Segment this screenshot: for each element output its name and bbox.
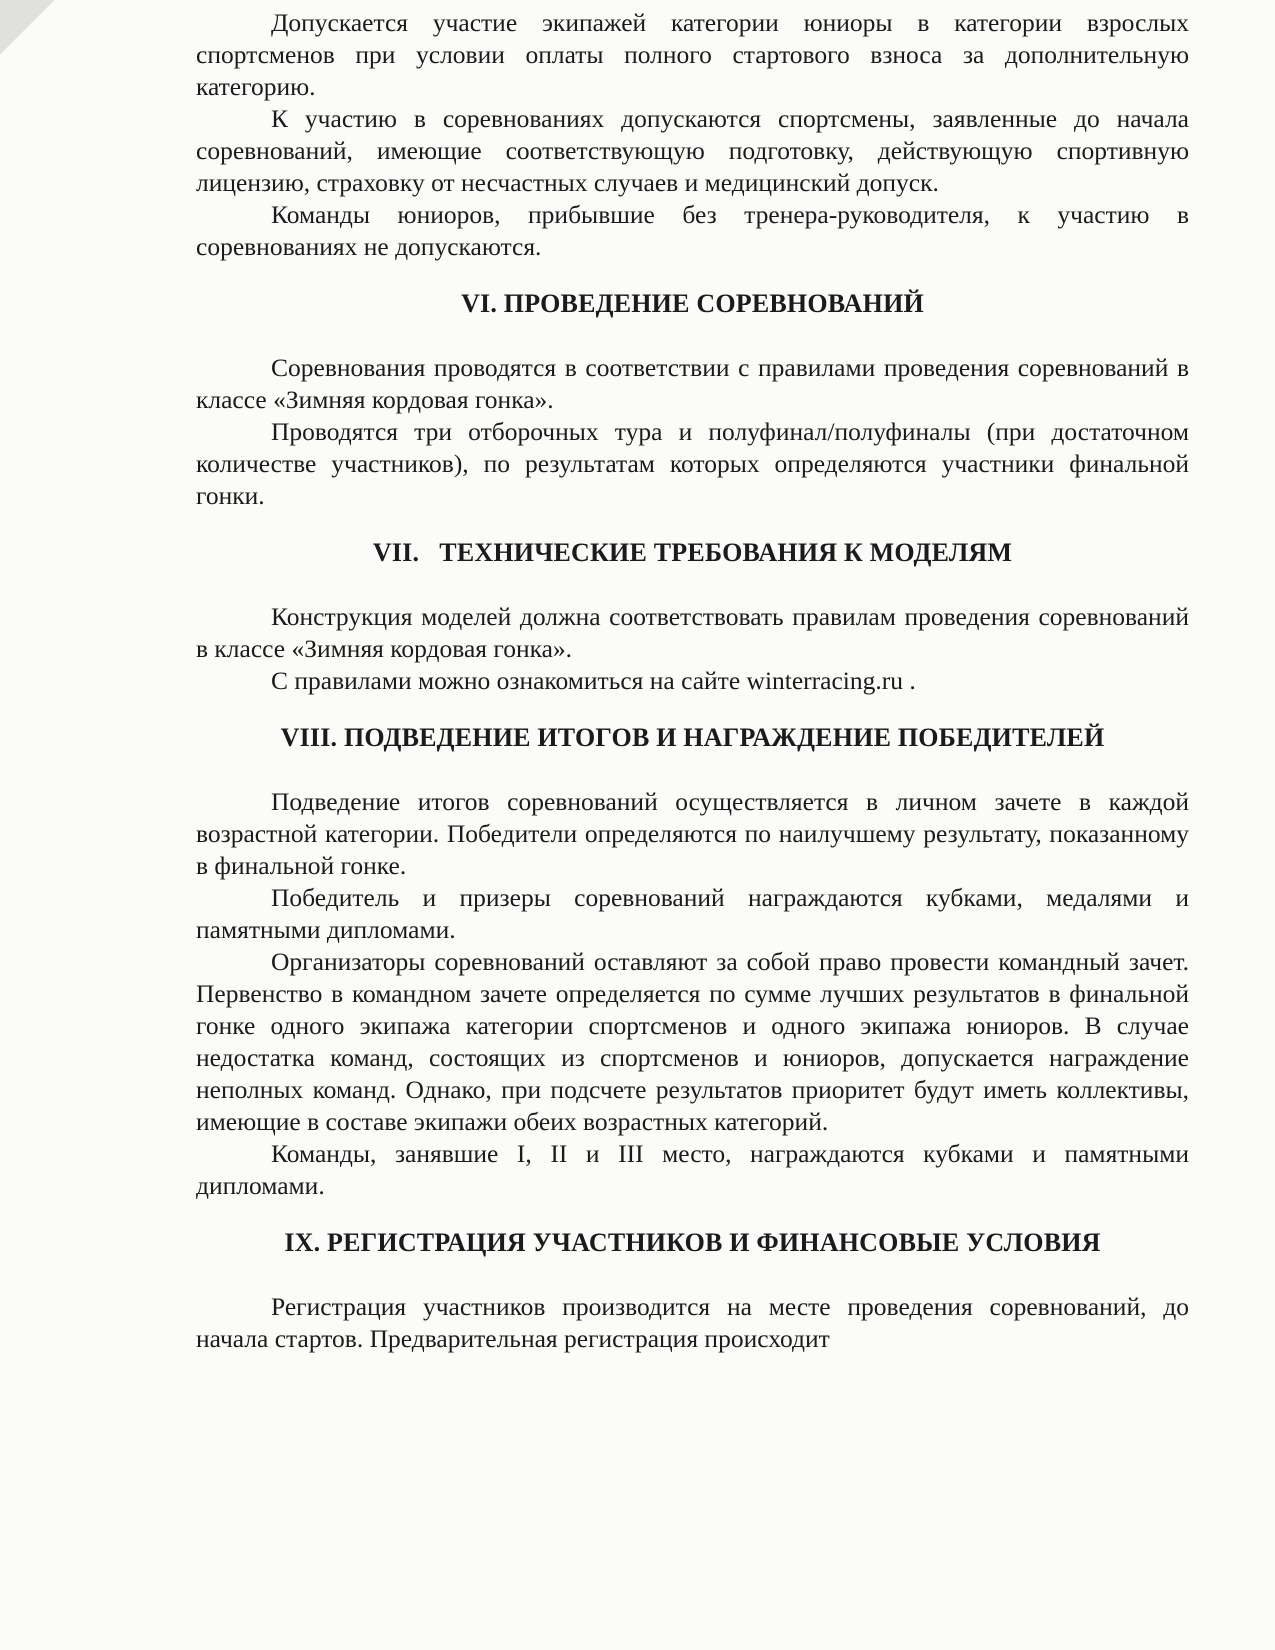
section-heading-vi: VI. ПРОВЕДЕНИЕ СОРЕВНОВАНИЙ [461, 289, 924, 318]
paragraph-website: С правилами можно ознакомиться на сайте winterracing.ru . [271, 666, 916, 695]
paragraph-qualifying-rounds: Проводятся три отборочных тура и полуфинал/полуфиналы (при достаточном количестве участников), по результатам которых определяются участники финальной гонки. [196, 417, 1189, 510]
paragraph-prizes: Победитель и призеры соревнований награждаются кубками, медалями и памятными дипломами. [196, 883, 1189, 944]
paragraph-team-scoring: Организаторы соревнований оставляют за собой право провести командный зачет. Первенство в командном зачете определяется по сумме лучших результатов в финальной гонке одного экипажа категории спортсменов и одного экипажа юниоров. В случае недостатка команд, состоящих из спортсменов и юниоров, допускается награждение неполных команд. Однако, при подсчете результатов приоритет будут иметь коллективы, имеющие в составе экипажи обеих возрастных категорий. [196, 947, 1189, 1136]
folded-corner [0, 0, 60, 60]
section-heading-ix: IX. РЕГИСТРАЦИЯ УЧАСТНИКОВ И ФИНАНСОВЫЕ УСЛОВИЯ [284, 1228, 1101, 1257]
paragraph-juniors-category: Допускается участие экипажей категории юниоры в категории взрослых спортсменов при условии оплаты полного стартового взноса за дополнительную категорию. [196, 8, 1189, 101]
paragraph-junior-teams: Команды юниоров, прибывшие без тренера-руководителя, к участию в соревнованиях не допускаются. [196, 200, 1189, 261]
paragraph-rules: Соревнования проводятся в соответствии с правилами проведения соревнований в классе «Зимняя кордовая гонка». [196, 353, 1189, 414]
section-heading-vii: VII. ТЕХНИЧЕСКИЕ ТРЕБОВАНИЯ К МОДЕЛЯМ [372, 538, 1013, 567]
paragraph-registration: Регистрация участников производится на месте проведения соревнований, до начала стартов. Предварительная регистрация происходит [196, 1292, 1189, 1353]
paragraph-team-awards: Команды, занявшие I, II и III место, награждаются кубками и памятными дипломами. [196, 1139, 1189, 1200]
paragraph-admission: К участию в соревнованиях допускаются спортсмены, заявленные до начала соревнований, имеющие соответствующую подготовку, действующую спортивную лицензию, страховку от несчастных случаев и медицинский допуск. [196, 104, 1189, 197]
paragraph-model-construction: Конструкция моделей должна соответствовать правилам проведения соревнований в классе «Зимняя кордовая гонка». [196, 602, 1189, 663]
section-heading-viii: VIII. ПОДВЕДЕНИЕ ИТОГОВ И НАГРАЖДЕНИЕ ПОБЕДИТЕЛЕЙ [280, 723, 1105, 752]
document-body [196, 7, 1189, 1355]
paragraph-individual-results: Подведение итогов соревнований осуществляется в личном зачете в каждой возрастной категории. Победители определяются по наилучшему результату, показанному в финальной гонке. [196, 787, 1189, 880]
